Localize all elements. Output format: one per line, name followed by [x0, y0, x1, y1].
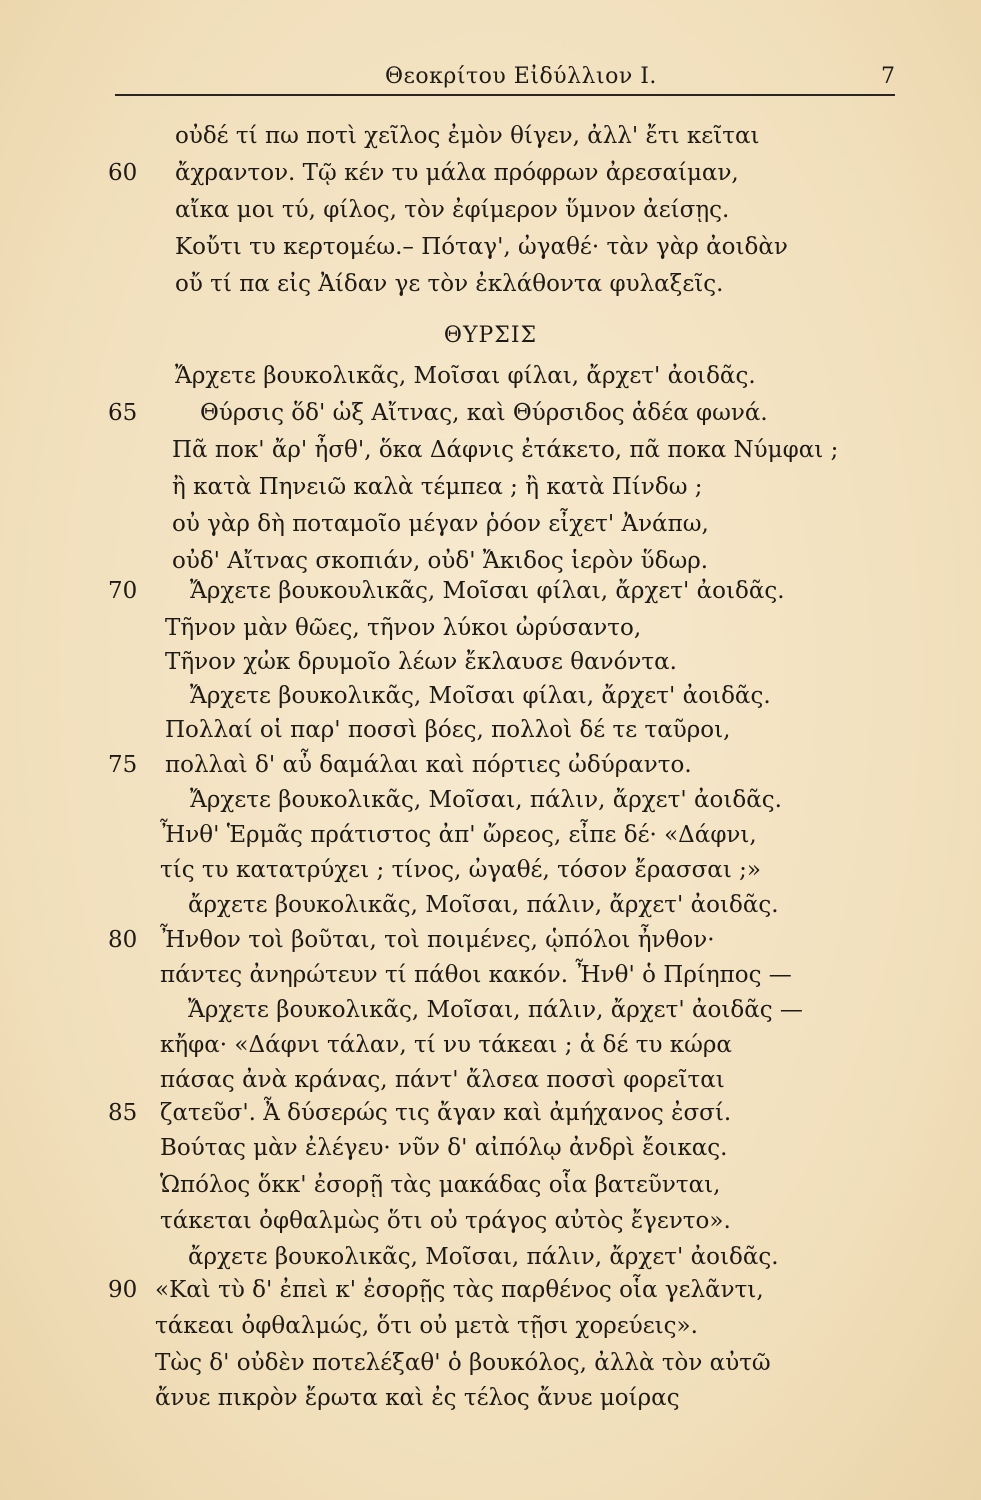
- verse-line: [0, 160, 981, 198]
- verse-text: ἄρχετε βουκολικᾶς, Μοῖσαι, πάλιν, ἄρχετ' ἀοιδᾶς.: [188, 892, 779, 918]
- line-number: 60: [108, 160, 138, 186]
- verse-line: [0, 717, 981, 755]
- verse-text: Πᾶ ποκ' ἄρ' ἦσθ', ὅκα Δάφνις ἐτάκετο, πᾶ ποκα Νύμφαι ;: [172, 437, 839, 463]
- line-number: 90: [108, 1277, 138, 1303]
- verse-line: [0, 927, 981, 965]
- verse-line: [0, 1100, 981, 1138]
- verse-line: [0, 363, 981, 401]
- verse-line: [0, 997, 981, 1035]
- verse-text: Τὼς δ' οὐδὲν ποτελέξαθ' ὁ βουκόλος, ἀλλὰ τὸν αὐτῶ: [155, 1350, 771, 1376]
- line-number: 75: [108, 752, 138, 778]
- verse-line: [0, 1032, 981, 1070]
- verse-text: Ἦνθον τοὶ βοῦται, τοὶ ποιμένες, ᾡπόλοι ἦνθον·: [160, 927, 715, 953]
- verse-text: τίς τυ κατατρύχει ; τίνος, ὠγαθέ, τόσον ἔρασσαι ;»: [160, 857, 761, 883]
- verse-line: [0, 892, 981, 930]
- verse-text: Ἦνθ' Ἑρμᾶς πράτιστος ἀπ' ὤρεος, εἶπε δέ· «Δάφνι,: [160, 822, 757, 848]
- verse-line: [0, 752, 981, 790]
- section-heading: ΘΥΡΣΙΣ: [443, 323, 538, 348]
- verse-text: ἄνυε πικρὸν ἔρωτα καὶ ἐς τέλος ἄνυε μοίρας: [155, 1385, 680, 1411]
- verse-text: πάντες ἀνηρώτευν τί πάθοι κακόν. Ἦνθ' ὁ Πρίηπος —: [160, 962, 792, 988]
- verse-line: [0, 474, 981, 512]
- verse-text: πολλαὶ δ' αὖ δαμάλαι καὶ πόρτιες ὠδύραντο.: [165, 752, 692, 778]
- verse-line: [0, 578, 981, 616]
- verse-line: [0, 1350, 981, 1388]
- verse-text: ἢ κατὰ Πηνειῶ καλὰ τέμπεα ; ἢ κατὰ Πίνδω ;: [172, 474, 703, 500]
- verse-text: «Καὶ τὺ δ' ἐπεὶ κ' ἐσορῇς τὰς παρθένος οἷα γελᾶντι,: [155, 1277, 764, 1303]
- verse-text: Ἄρχετε βουκολικᾶς, Μοῖσαι φίλαι, ἄρχετ' ἀοιδᾶς.: [190, 683, 771, 709]
- page-number: 7: [881, 64, 895, 89]
- verse-text: Ἄρχετε βουκολικᾶς, Μοῖσαι, πάλιν, ἄρχετ' ἀοιδᾶς —: [188, 997, 803, 1023]
- verse-text: Τῆνον χὠκ δρυμοῖο λέων ἔκλαυσε θανόντα.: [165, 649, 677, 675]
- verse-line: [0, 123, 981, 161]
- verse-text: Ἄρχετε βουκολικᾶς, Μοῖσαι φίλαι, ἄρχετ' ἀοιδᾶς.: [175, 363, 756, 389]
- verse-text: Ἄρχετε βουκολικᾶς, Μοῖσαι, πάλιν, ἄρχετ' ἀοιδᾶς.: [190, 787, 782, 813]
- verse-text: αἴκα μοι τύ, φίλος, τὸν ἐφίμερον ὕμνον ἀείσῃς.: [175, 197, 730, 223]
- verse-text: πάσας ἀνὰ κράνας, πάντ' ἄλσεα ποσσὶ φορεῖται: [160, 1067, 725, 1093]
- line-number: 65: [108, 400, 138, 426]
- verse-line: [0, 197, 981, 235]
- verse-line: [0, 1208, 981, 1246]
- verse-text: Βούτας μὰν ἐλέγευ· νῦν δ' αἰπόλῳ ἀνδρὶ ἔοικας.: [160, 1135, 728, 1161]
- verse-line: [0, 649, 981, 687]
- verse-text: οὔ τί πα εἰς Ἀίδαν γε τὸν ἐκλάθοντα φυλαξεῖς.: [175, 271, 724, 297]
- line-number: 70: [108, 578, 138, 604]
- verse-text: Ὡπόλος ὅκκ' ἐσορῇ τὰς μακάδας οἷα βατεῦνται,: [160, 1172, 721, 1198]
- verse-text: οὐ γὰρ δὴ ποταμοῖο μέγαν ῥόον εἶχετ' Ἀνάπω,: [172, 511, 709, 537]
- verse-text: Ἄρχετε βουκουλικᾶς, Μοῖσαι φίλαι, ἄρχετ' ἀοιδᾶς.: [190, 578, 785, 604]
- verse-text: ἄχραντον. Τῷ κέν τυ μάλα πρόφρων ἀρεσαίμαν,: [175, 160, 739, 186]
- verse-text: Κοὔτι τυ κερτομέω.– Πόταγ', ὠγαθέ· τὰν γὰρ ἀοιδὰν: [175, 234, 788, 260]
- verse-text: ζατεῦσ'. Ἆ δύσερώς τις ἄγαν καὶ ἀμήχανος ἐσσί.: [160, 1100, 732, 1126]
- verse-text: οὐδ' Αἴτνας σκοπιάν, οὐδ' Ἄκιδος ἱερὸν ὕδωρ.: [172, 548, 709, 574]
- verse-line: [0, 437, 981, 475]
- verse-line: [0, 787, 981, 825]
- verse-text: οὐδέ τί πω ποτὶ χεῖλος ἐμὸν θίγεν, ἀλλ' ἔτι κεῖται: [175, 123, 760, 149]
- line-number: 85: [108, 1100, 138, 1126]
- verse-line: [0, 1277, 981, 1315]
- verse-line: [0, 615, 981, 653]
- verse-line: [0, 511, 981, 549]
- verse-line: [0, 683, 981, 721]
- verse-line: [0, 1385, 981, 1423]
- header-rule: [115, 94, 895, 96]
- verse-line: [0, 400, 981, 438]
- verse-line: [0, 1172, 981, 1210]
- verse-text: Θύρσις ὅδ' ὡξ Αἴτνας, καὶ Θύρσιδος ἁδέα φωνά.: [200, 400, 768, 426]
- verse-line: [0, 271, 981, 309]
- line-number: 80: [108, 927, 138, 953]
- verse-text: Τῆνον μὰν θῶες, τῆνον λύκοι ὠρύσαντο,: [165, 615, 642, 641]
- verse-line: [0, 1135, 981, 1173]
- verse-line: [0, 1313, 981, 1351]
- verse-text: κἤφα· «Δάφνι τάλαν, τί νυ τάκεαι ; ἁ δέ τυ κώρα: [160, 1032, 732, 1058]
- verse-line: [0, 962, 981, 1000]
- verse-text: Πολλαί οἱ παρ' ποσσὶ βόες, πολλοὶ δέ τε ταῦροι,: [165, 717, 731, 743]
- verse-text: τάκεαι ὀφθαλμώς, ὅτι οὐ μετὰ τῇσι χορεύεις».: [155, 1313, 698, 1339]
- verse-line: [0, 857, 981, 895]
- page-header: [115, 60, 895, 100]
- verse-text: τάκεται ὀφθαλμὼς ὅτι οὐ τράγος αὐτὸς ἔγεντο».: [160, 1208, 731, 1234]
- running-title: Θεοκρίτου Εἰδύλλιον Ι.: [385, 64, 657, 89]
- verse-text: ἄρχετε βουκολικᾶς, Μοῖσαι, πάλιν, ἄρχετ' ἀοιδᾶς.: [188, 1244, 779, 1270]
- verse-line: [0, 822, 981, 860]
- verse-line: [0, 234, 981, 272]
